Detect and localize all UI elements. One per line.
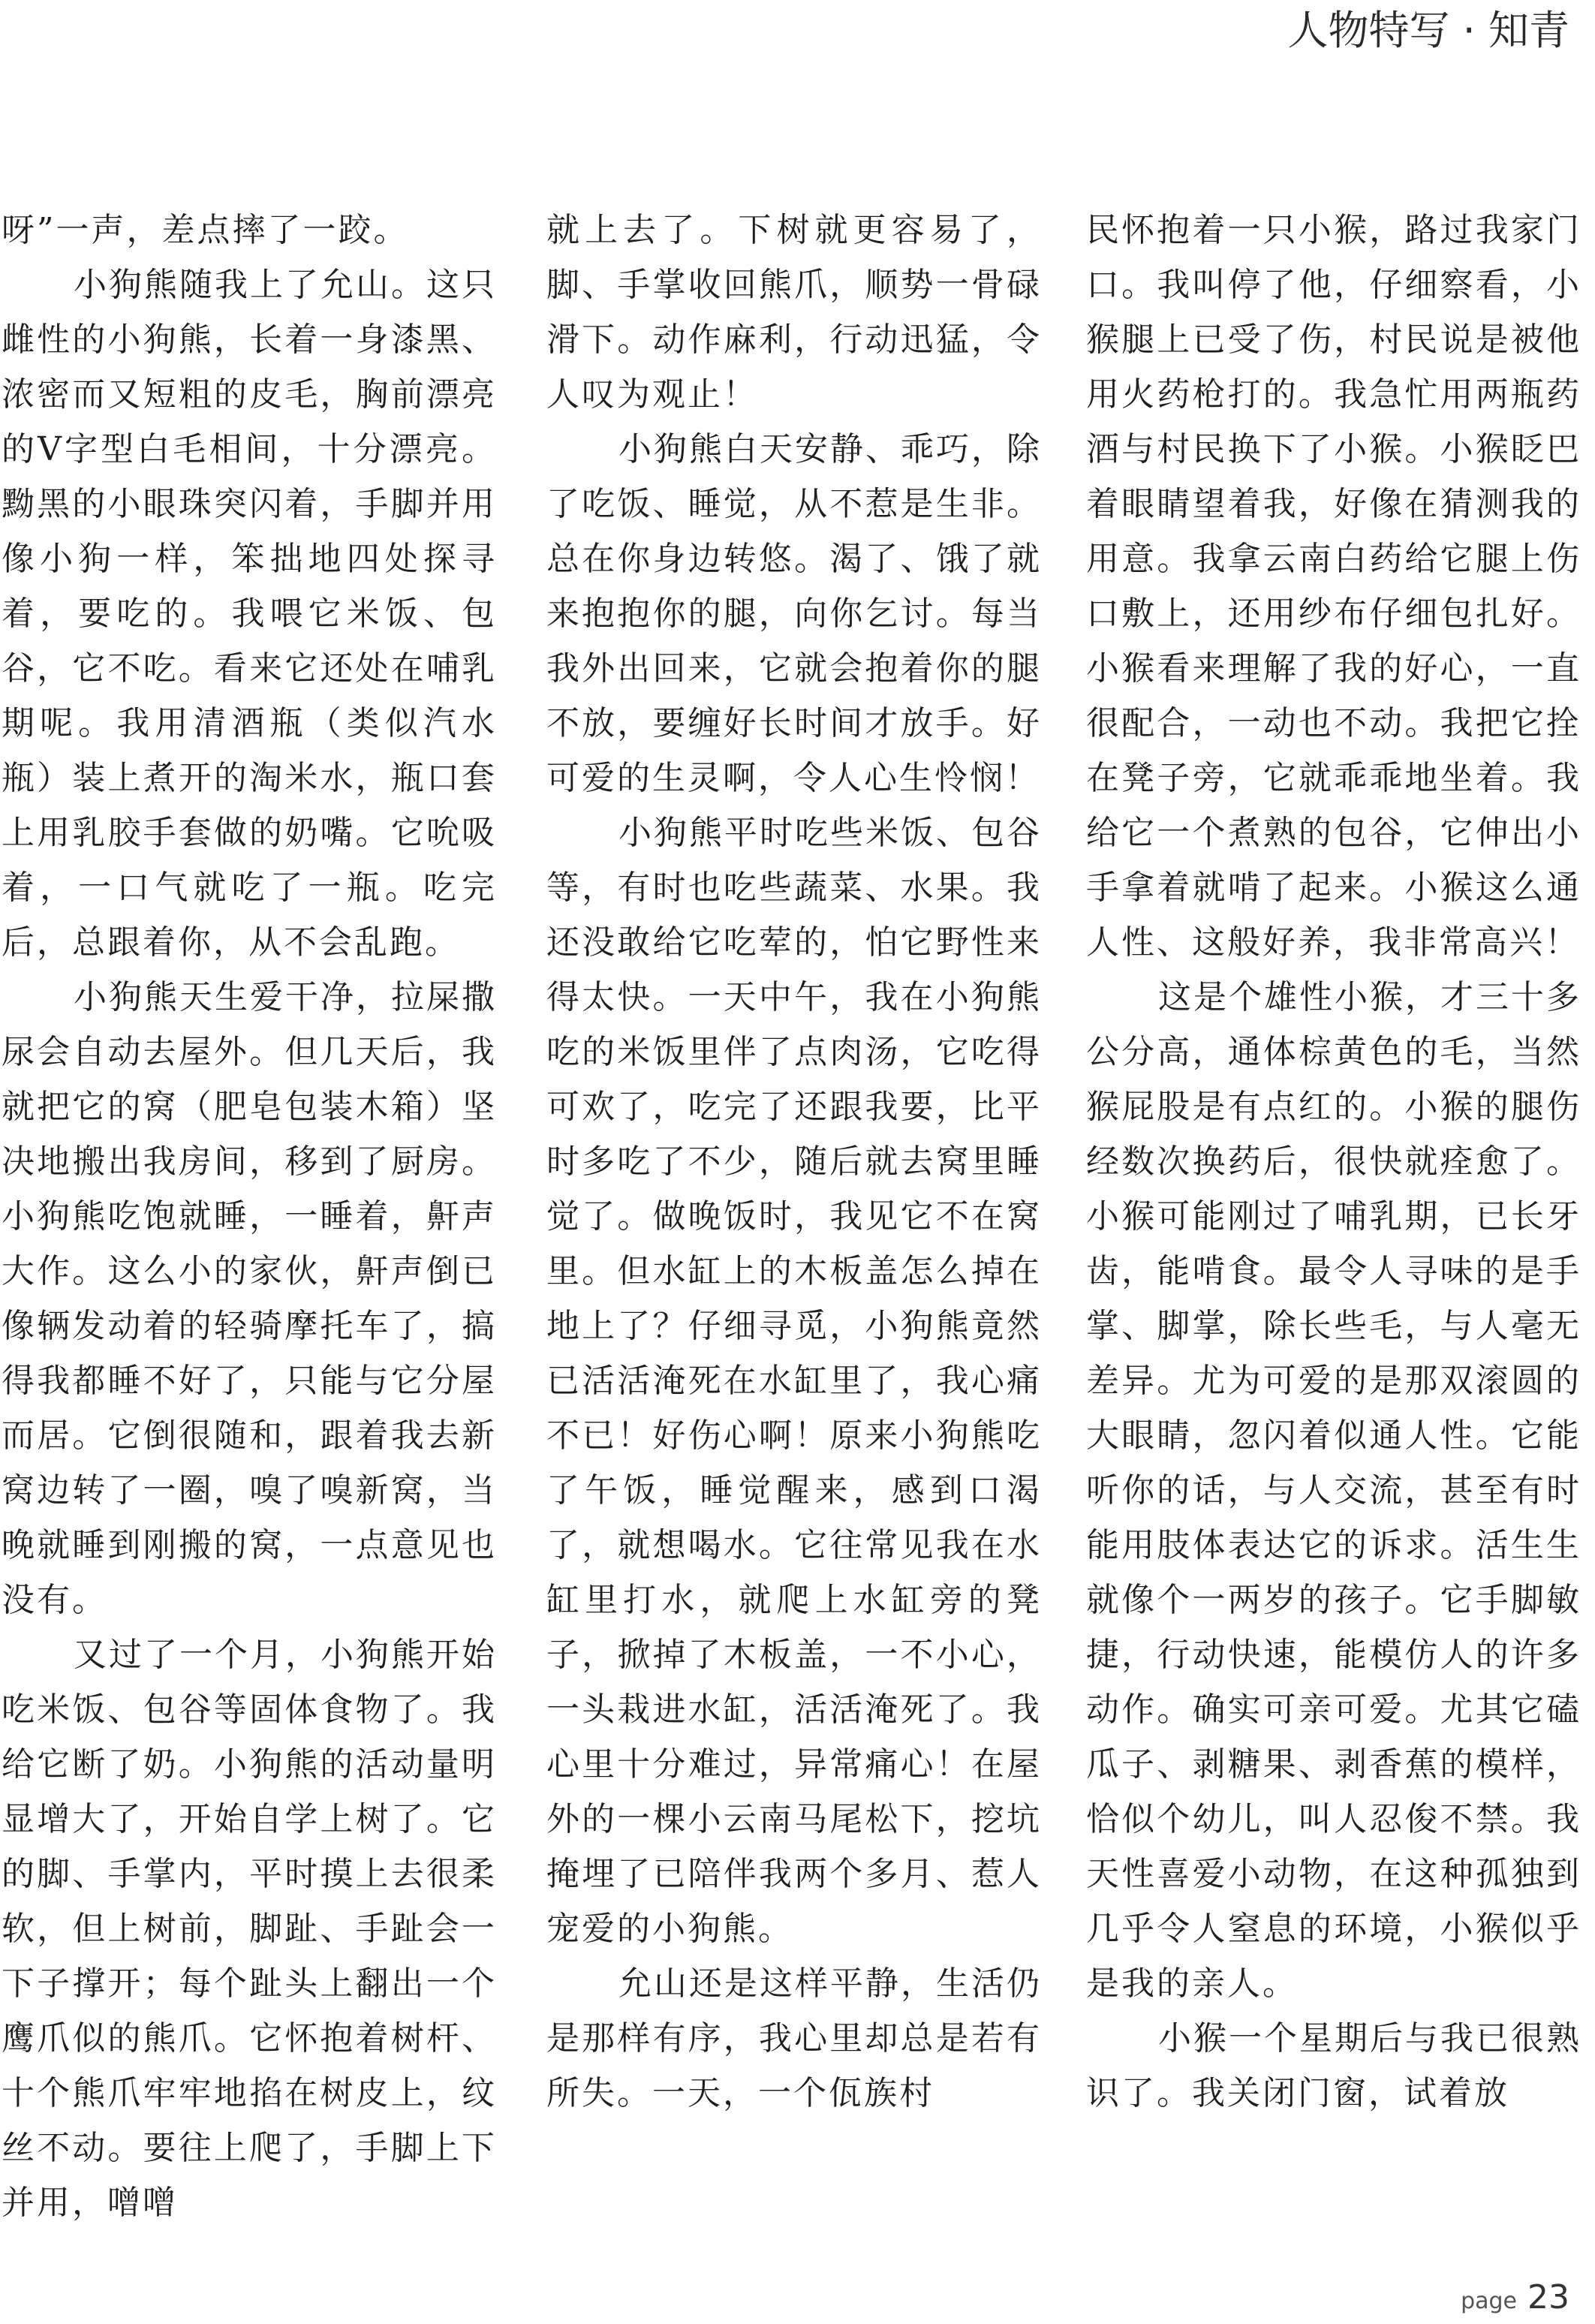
paragraph: 这是个雄性小猴，才三十多公分高，通体棕黄色的毛，当然猴屁股是有点红的。小猴的腿伤经数次换药后，很快就痊愈了。小猴可能刚过了哺乳期，已长牙齿，能啃食。最令人寻味的是手掌、脚掌，除长些毛，与人毫无差异。尤为可爱的是那双滚圆的大眼睛，忽闪着似通人性。它能听你的话，与人交流，甚至有时能用肢体表达它的诉求。活生生就像个一两岁的孩子。它手脚敏捷，行动快速，能模仿人的许多动作。确实可亲可爱。尤其它磕瓜子、剥糖果、剥香蕉的模样，恰似个幼儿，叫人忍俊不禁。我天性喜爱小动物，在这种孤独到几乎令人窒息的环境，小猴似乎是我的亲人。: [1086, 978, 1581, 2003]
paragraph: 小猴一个星期后与我已很熟识了。我关闭门窗，试着放: [1086, 2019, 1581, 2112]
text-column-1: [2, 203, 497, 2230]
section-header: 人物特写 · 知青: [1287, 7, 1569, 54]
page-footer: [1461, 2278, 1569, 2316]
paragraph: 又过了一个月，小狗熊开始吃米饭、包谷等固体食物了。我给它断了奶。小狗熊的活动量明显增大了，开始自学上树了。它的脚、手掌内，平时摸上去很柔软，但上树前，脚趾、手趾会一下子撑开；每个趾头上翻出一个鹰爪似的熊爪。它怀抱着树杆、十个熊爪牢牢地掐在树皮上，纹丝不动。要往上爬了，手脚上下并用，噌噌: [2, 1636, 497, 2222]
paragraph: 允山还是这样平静，生活仍是那样有序，我心里却总是若有所失。一天，一个佤族村: [546, 1964, 1042, 2112]
paragraph: 小狗熊平时吃些米饭、包谷等，有时也吃些蔬菜、水果。我还没敢给它吃荤的，怕它野性来得太快。一天中午，我在小狗熊吃的米饭里伴了点肉汤，它吃得可欢了，吃完了还跟我要，比平时多吃了不少，随后就去窝里睡觉了。做晚饭时，我见它不在窝里。但水缸上的木板盖怎么掉在地上了？仔细寻觅，小狗熊竟然已活活淹死在水缸里了，我心痛不已！好伤心啊！原来小狗熊吃了午饭，睡觉醒来，感到口渴了，就想喝水。它往常见我在水缸里打水，就爬上水缸旁的凳子，掀掉了木板盖，一不小心，一头栽进水缸，活活淹死了。我心里十分难过，异常痛心！在屋外的一棵小云南马尾松下，挖坑掩埋了已陪伴我两个多月、惹人宠爱的小狗熊。: [546, 814, 1042, 1948]
paragraph: 小狗熊随我上了允山。这只雌性的小狗熊，长着一身漆黑、浓密而又短粗的皮毛，胸前漂亮的V字型白毛相间，十分漂亮。黝黑的小眼珠突闪着，手脚并用像小狗一样，笨拙地四处探寻着，要吃的。我喂它米饭、包谷，它不吃。看来它还处在哺乳期呢。我用清酒瓶（类似汽水瓶）装上煮开的淘米水，瓶口套上用乳胶手套做的奶嘴。它吮吸着，一口气就吃了一瓶。吃完后，总跟着你，从不会乱跑。: [2, 266, 497, 962]
text-column-2: [546, 203, 1042, 2121]
paragraph: 小狗熊天生爱干净，拉屎撒尿会自动去屋外。但几天后，我就把它的窝（肥皂包装木箱）坚决地搬出我房间，移到了厨房。小狗熊吃饱就睡，一睡着，鼾声大作。这么小的家伙，鼾声倒已像辆发动着的轻骑摩托车了，搞得我都睡不好了，只能与它分屋而居。它倒很随和，跟着我去新窝边转了一圈，嗅了嗅新窝，当晚就睡到刚搬的窝，一点意见也没有。: [2, 978, 497, 1619]
text-column-3: [1086, 203, 1581, 2121]
page-label: page: [1461, 2288, 1517, 2314]
page-number: 23: [1527, 2278, 1569, 2316]
paragraph: 小狗熊白天安静、乖巧，除了吃饭、睡觉，从不惹是生非。总在你身边转悠。渴了、饿了就来抱抱你的腿，向你乞讨。每当我外出回来，它就会抱着你的腿不放，要缠好长时间才放手。好可爱的生灵啊，令人心生怜悯！: [546, 430, 1042, 797]
paragraph: 就上去了。下树就更容易了，脚、手掌收回熊爪，顺势一骨碌滑下。动作麻利，行动迅猛，令人叹为观止！: [546, 211, 1042, 414]
paragraph: 民怀抱着一只小猴，路过我家门口。我叫停了他，仔细察看，小猴腿上已受了伤，村民说是被他用火药枪打的。我急忙用两瓶药酒与村民换下了小猴。小猴眨巴着眼睛望着我，好像在猜测我的用意。我拿云南白药给它腿上伤口敷上，还用纱布仔细包扎好。小猴看来理解了我的好心，一直很配合，一动也不动。我把它拴在凳子旁，它就乖乖地坐着。我给它一个煮熟的包谷，它伸出小手拿着就啃了起来。小猴这么通人性、这般好养，我非常高兴！: [1086, 211, 1581, 962]
paragraph: 呀”一声，差点摔了一跤。: [2, 211, 409, 249]
